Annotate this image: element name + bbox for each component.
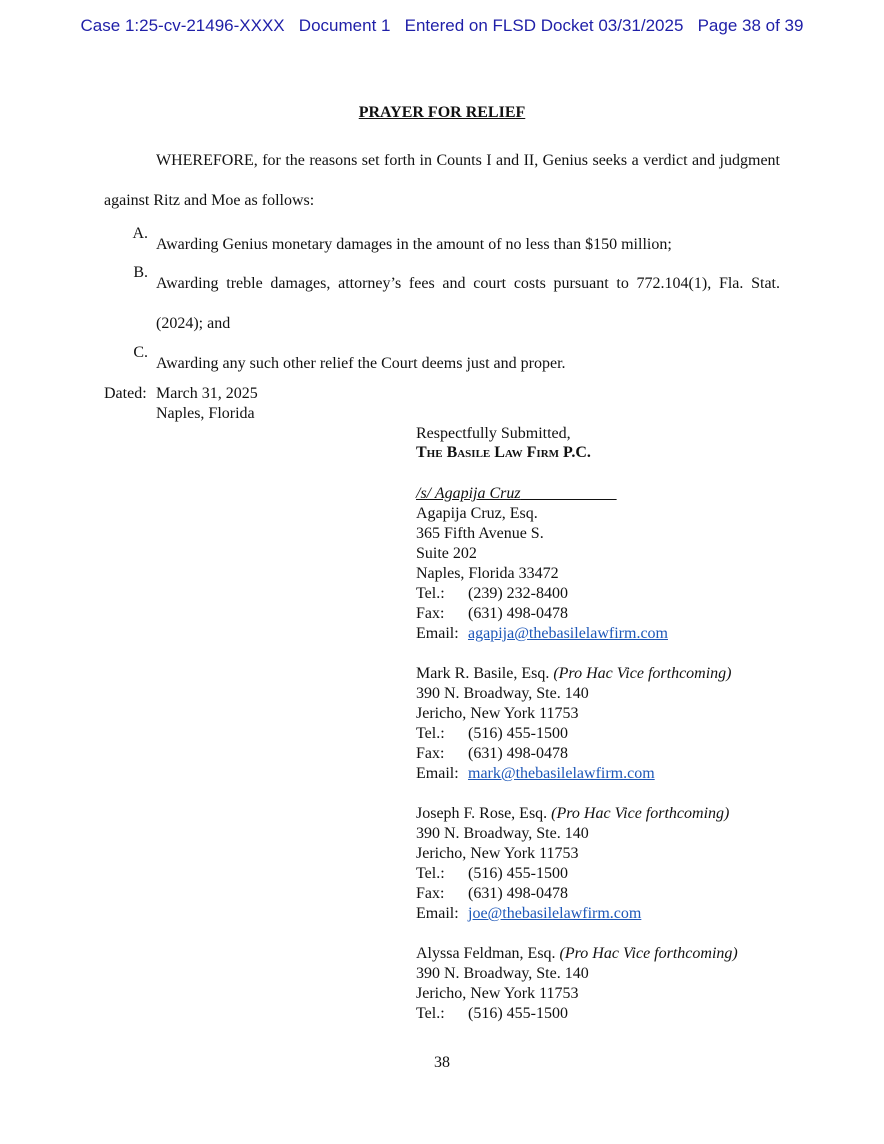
fax-line (416, 605, 568, 623)
attorney-name: Joseph F. Rose, Esq. (416, 805, 548, 822)
pro-hac-vice-note: (Pro Hac Vice forthcoming) (553, 665, 732, 682)
fax-line (416, 745, 568, 763)
attorney-name-line (416, 665, 732, 683)
email-label: Email: (416, 765, 459, 782)
tel-line (416, 725, 568, 743)
item-text: Awarding Genius monetary damages in the amount of no less than $150 million; (156, 236, 672, 253)
address-line: Suite 202 (416, 545, 477, 562)
pro-hac-vice-note: (Pro Hac Vice forthcoming) (559, 945, 738, 962)
tel-line (416, 865, 568, 883)
item-text: Awarding treble damages, attorney’s fees and court costs pursuant to 772.104(1), Fla. Stat. (2024); and (156, 275, 780, 332)
attorney-name: Agapija Cruz, Esq. (416, 505, 538, 522)
signature: /s/ Agapija Cruz (416, 485, 521, 502)
item-text: Awarding any such other relief the Court deems just and proper. (156, 355, 566, 372)
address-line: Jericho, New York 11753 (416, 705, 579, 722)
attorney-name-line (416, 945, 738, 963)
tel-value: (516) 455-1500 (468, 725, 568, 742)
tel-value: (239) 232-8400 (468, 585, 568, 602)
fax-label: Fax: (416, 885, 445, 902)
page-number: 38 (434, 1054, 450, 1071)
item-letter: C. (133, 344, 148, 361)
tel-label: Tel.: (416, 865, 445, 882)
docket-header-stamp: Case 1:25-cv-21496-XXXX Document 1 Entered on FLSD Docket 03/31/2025 Page 38 of 39 (80, 16, 804, 35)
fax-value: (631) 498-0478 (468, 605, 568, 622)
pro-hac-vice-note: (Pro Hac Vice forthcoming) (551, 805, 730, 822)
firm-name: The Basile Law Firm P.C. (416, 444, 591, 461)
intro-text: WHEREFORE, for the reasons set forth in Counts I and II, Genius seeks a verdict and judgment against Ritz and Moe as follows: (104, 152, 780, 209)
address-line: Jericho, New York 11753 (416, 845, 579, 862)
item-letter: B. (133, 264, 148, 281)
fax-value: (631) 498-0478 (468, 745, 568, 762)
address-line: Naples, Florida 33472 (416, 565, 559, 582)
fax-label: Fax: (416, 605, 445, 622)
fax-value: (631) 498-0478 (468, 885, 568, 902)
dated-label: Dated: (104, 385, 147, 402)
item-letter: A. (132, 225, 148, 242)
dated-place: Naples, Florida (156, 405, 255, 422)
dated-date: March 31, 2025 (156, 385, 258, 402)
email-link[interactable]: mark@thebasilelawfirm.com (468, 765, 655, 782)
fax-label: Fax: (416, 745, 445, 762)
email-line (416, 765, 655, 783)
fax-line (416, 885, 568, 903)
address-line: 390 N. Broadway, Ste. 140 (416, 825, 589, 842)
attorney-name: Alyssa Feldman, Esq. (416, 945, 556, 962)
email-link[interactable]: agapija@thebasilelawfirm.com (468, 625, 668, 642)
tel-line (416, 585, 568, 603)
attorney-name: Mark R. Basile, Esq. (416, 665, 550, 682)
tel-label: Tel.: (416, 585, 445, 602)
tel-label: Tel.: (416, 725, 445, 742)
tel-value: (516) 455-1500 (468, 865, 568, 882)
email-line (416, 625, 668, 643)
email-link[interactable]: joe@thebasilelawfirm.com (468, 905, 642, 922)
section-heading: PRAYER FOR RELIEF (358, 104, 526, 121)
tel-line (416, 1005, 568, 1023)
address-line: Jericho, New York 11753 (416, 985, 579, 1002)
attorney-name-line (416, 805, 729, 823)
address-line: 390 N. Broadway, Ste. 140 (416, 965, 589, 982)
tel-label: Tel.: (416, 1005, 445, 1022)
signature-line (416, 485, 617, 503)
address-line: 390 N. Broadway, Ste. 140 (416, 685, 589, 702)
address-line: 365 Fifth Avenue S. (416, 525, 544, 542)
tel-value: (516) 455-1500 (468, 1005, 568, 1022)
email-label: Email: (416, 905, 459, 922)
email-line (416, 905, 641, 923)
closing: Respectfully Submitted, (416, 425, 571, 442)
email-label: Email: (416, 625, 459, 642)
intro-paragraph (104, 141, 780, 221)
